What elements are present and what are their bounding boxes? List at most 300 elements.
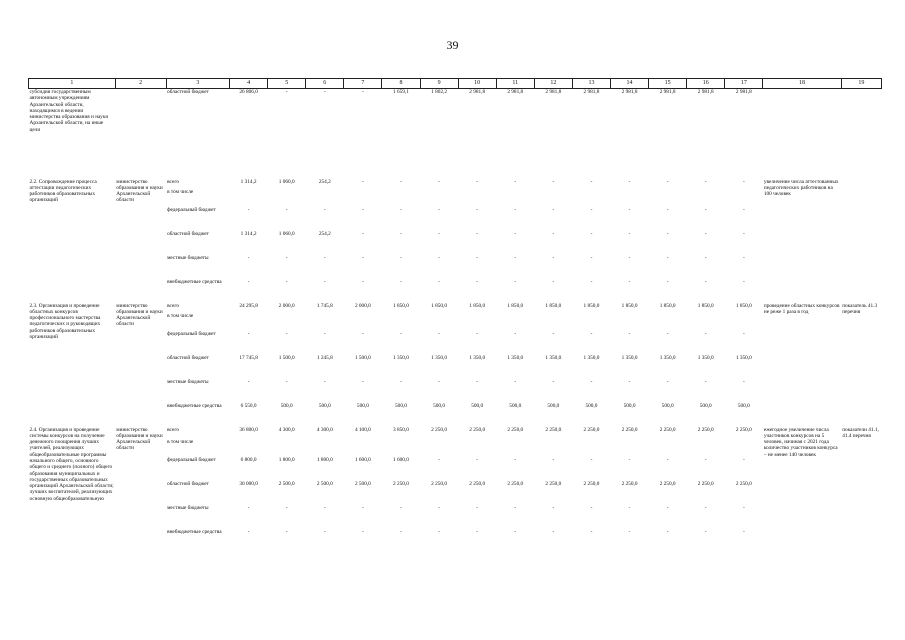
result-cell: ежегодное увеличение числа участников конкурсов на 5 человек, начиная с 2021 года количество участников конкурса – не менее 140 человек xyxy=(763,426,838,458)
value-cell: 1 350,0 xyxy=(507,354,524,361)
value-cell: - xyxy=(476,528,479,535)
value-cell: - xyxy=(400,278,402,285)
value-cell: 2 250,0 xyxy=(583,426,600,433)
value-cell: - xyxy=(476,378,479,385)
value-cell: - xyxy=(628,378,631,385)
value-cell xyxy=(458,439,496,457)
indicator-cell: показатели 41.1, 41.4 перечня xyxy=(842,426,879,439)
value-cell xyxy=(306,313,344,331)
value-cell: 6 800,0 xyxy=(240,456,257,463)
executor-cell xyxy=(115,89,166,179)
value-cell: - xyxy=(552,330,555,337)
value-cell: - xyxy=(704,178,707,185)
header-row xyxy=(29,79,882,89)
value-cell: - xyxy=(552,456,555,463)
header-cell: 16 xyxy=(687,79,725,89)
table-row xyxy=(29,179,882,189)
value-cell: 1 850,0 xyxy=(583,302,600,309)
value-cell: - xyxy=(704,504,707,511)
value-cell xyxy=(306,439,344,457)
value-cell: 1 350,0 xyxy=(545,354,562,361)
value-cell: - xyxy=(476,178,479,185)
value-cell: - xyxy=(514,254,517,261)
value-cell xyxy=(725,439,763,457)
executor-cell: министерство образования и науки Архангельской области xyxy=(116,302,163,328)
value-cell: - xyxy=(666,330,669,337)
value-cell xyxy=(534,313,572,331)
value-cell: 254,2 xyxy=(318,230,331,237)
value-cell: - xyxy=(590,504,593,511)
table-row xyxy=(29,303,882,313)
value-cell: - xyxy=(514,504,517,511)
value-cell xyxy=(382,439,420,457)
source-cell: областной бюджет xyxy=(167,354,209,361)
budget-table xyxy=(28,78,882,609)
result-cell xyxy=(763,89,841,179)
value-cell: - xyxy=(247,528,250,535)
value-cell: 500,0 xyxy=(547,402,560,409)
source-cell: всего xyxy=(167,302,180,309)
value-cell: 2 250,0 xyxy=(735,426,752,433)
value-cell: 1 350,0 xyxy=(583,354,600,361)
value-cell: - xyxy=(438,504,440,511)
value-cell: 2 981,8 xyxy=(583,89,600,95)
value-cell: - xyxy=(247,278,250,285)
value-cell: 2 250,0 xyxy=(735,480,752,487)
value-cell: - xyxy=(438,528,440,535)
value-cell: - xyxy=(590,254,593,261)
value-cell: - xyxy=(247,254,250,261)
value-cell: - xyxy=(438,178,440,185)
value-cell: - xyxy=(285,254,288,261)
value-cell: 24 295,8 xyxy=(239,302,258,309)
source-cell: областной бюджет xyxy=(167,230,209,237)
value-cell: - xyxy=(552,254,555,261)
value-cell: - xyxy=(438,456,440,463)
source-cell: областной бюджет xyxy=(167,89,209,95)
table-row xyxy=(29,89,882,179)
header-cell: 19 xyxy=(841,79,881,89)
value-cell xyxy=(268,313,306,331)
value-cell: - xyxy=(590,278,593,285)
value-cell: 500,0 xyxy=(433,402,446,409)
value-cell: 1 850,0 xyxy=(431,302,448,309)
value-cell: - xyxy=(704,206,707,213)
value-cell: - xyxy=(742,278,745,285)
value-cell xyxy=(420,439,458,457)
value-cell: - xyxy=(666,230,669,237)
value-cell: 2 250,0 xyxy=(659,426,676,433)
value-cell: - xyxy=(362,378,364,385)
value-cell: - xyxy=(514,330,517,337)
value-cell: 1 850,0 xyxy=(393,302,409,309)
value-cell: - xyxy=(742,378,745,385)
value-cell: - xyxy=(704,254,707,261)
value-cell: - xyxy=(666,378,669,385)
value-cell: - xyxy=(247,330,250,337)
indicator-cell xyxy=(841,179,881,303)
value-cell: 1 060,0 xyxy=(278,178,295,185)
value-cell: 1 350,0 xyxy=(431,354,448,361)
value-cell: 500,0 xyxy=(661,402,674,409)
header-cell: 2 xyxy=(115,79,166,89)
value-cell: - xyxy=(514,378,517,385)
value-cell: 2 250,0 xyxy=(507,426,524,433)
value-cell: 2 000,0 xyxy=(278,302,295,309)
header-cell: 4 xyxy=(230,79,268,89)
value-cell: - xyxy=(742,528,745,535)
value-cell: 2 250,0 xyxy=(545,480,562,487)
source-cell: местные бюджеты xyxy=(167,378,209,385)
value-cell: - xyxy=(704,330,707,337)
value-cell xyxy=(382,313,420,331)
header-cell: 17 xyxy=(725,79,763,89)
value-cell: - xyxy=(362,278,364,285)
value-cell: - xyxy=(666,528,669,535)
value-cell: - xyxy=(285,89,288,95)
value-cell: - xyxy=(628,230,631,237)
value-cell: - xyxy=(247,206,250,213)
value-cell: - xyxy=(285,330,288,337)
value-cell xyxy=(725,313,763,331)
value-cell xyxy=(687,189,725,207)
value-cell: 6 550,0 xyxy=(240,402,257,409)
event-name-cell: 2.2. Сопровождение процесса аттестации педагогических работников образовательных организаций xyxy=(29,178,97,204)
value-cell xyxy=(306,189,344,207)
value-cell: 2 250,0 xyxy=(697,480,714,487)
value-cell: - xyxy=(438,254,440,261)
value-cell: 2 981,8 xyxy=(659,89,676,95)
header-cell: 11 xyxy=(496,79,534,89)
source-cell: внебюджетные средства xyxy=(167,402,222,409)
budget-table-container xyxy=(28,78,882,609)
value-cell: - xyxy=(400,206,402,213)
value-cell: 1 060,0 xyxy=(278,230,295,237)
value-cell xyxy=(496,189,534,207)
value-cell xyxy=(611,439,649,457)
value-cell xyxy=(230,439,268,457)
value-cell: - xyxy=(628,504,631,511)
value-cell: - xyxy=(285,378,288,385)
value-cell: - xyxy=(514,178,517,185)
value-cell: - xyxy=(704,278,707,285)
indicator-cell xyxy=(841,89,881,179)
header-cell: 8 xyxy=(382,79,420,89)
value-cell: 1 850,0 xyxy=(507,302,524,309)
value-cell: 1 850,0 xyxy=(697,302,714,309)
source-cell: федеральный бюджет xyxy=(167,330,216,337)
header-cell: 18 xyxy=(763,79,841,89)
header-cell: 12 xyxy=(534,79,572,89)
value-cell: - xyxy=(628,456,631,463)
value-cell: 2 250,0 xyxy=(545,426,562,433)
value-cell: 1 350,0 xyxy=(393,354,409,361)
indicator-cell: показатель 41.3 перечня xyxy=(842,302,878,315)
header-cell: 3 xyxy=(166,79,229,89)
value-cell: - xyxy=(590,456,593,463)
value-cell: - xyxy=(400,528,402,535)
value-cell: - xyxy=(400,330,402,337)
value-cell: 2 250,0 xyxy=(431,480,448,487)
value-cell: - xyxy=(323,504,326,511)
value-cell: - xyxy=(323,528,326,535)
value-cell xyxy=(344,313,382,331)
value-cell: - xyxy=(438,206,440,213)
header-cell: 1 xyxy=(29,79,116,89)
value-cell: 2 981,8 xyxy=(545,89,562,95)
value-cell: 2 250,0 xyxy=(469,480,486,487)
value-cell: - xyxy=(362,178,364,185)
value-cell: - xyxy=(742,206,745,213)
value-cell: 1 350,0 xyxy=(469,354,486,361)
value-cell xyxy=(458,313,496,331)
value-cell: 1 850,0 xyxy=(469,302,486,309)
value-cell: - xyxy=(362,89,364,95)
value-cell: - xyxy=(362,230,364,237)
value-cell: - xyxy=(742,254,745,261)
table-row xyxy=(29,427,882,439)
value-cell xyxy=(230,189,268,207)
value-cell xyxy=(649,189,687,207)
value-cell: 1 350,0 xyxy=(735,354,752,361)
value-cell: 1 800,0 xyxy=(316,456,333,463)
value-cell xyxy=(572,439,610,457)
value-cell: - xyxy=(514,278,517,285)
value-cell: - xyxy=(628,254,631,261)
value-cell: - xyxy=(476,278,479,285)
value-cell: - xyxy=(552,378,555,385)
value-cell: - xyxy=(400,504,402,511)
value-cell: - xyxy=(285,278,288,285)
value-cell: 1 350,0 xyxy=(621,354,638,361)
value-cell: 17 745,8 xyxy=(239,354,258,361)
source-cell: в том числе xyxy=(167,438,194,445)
value-cell: - xyxy=(247,504,250,511)
value-cell: 1 245,8 xyxy=(316,354,333,361)
value-cell: - xyxy=(400,378,402,385)
value-cell: 500,0 xyxy=(509,402,522,409)
value-cell: 1 659,1 xyxy=(393,89,409,95)
header-cell: 9 xyxy=(420,79,458,89)
value-cell: - xyxy=(285,528,288,535)
value-cell: 1 314,2 xyxy=(240,230,257,237)
value-cell xyxy=(230,313,268,331)
value-cell: - xyxy=(285,504,288,511)
value-cell: - xyxy=(323,206,326,213)
value-cell: 2 981,8 xyxy=(621,89,638,95)
value-cell: 1 350,0 xyxy=(697,354,714,361)
value-cell: 1 314,2 xyxy=(240,178,257,185)
value-cell xyxy=(572,189,610,207)
value-cell: 2 500,0 xyxy=(316,480,333,487)
source-cell: федеральный бюджет xyxy=(167,206,216,213)
value-cell: 1 500,0 xyxy=(278,354,295,361)
value-cell: - xyxy=(362,504,364,511)
value-cell: - xyxy=(323,89,326,95)
header-cell: 7 xyxy=(344,79,382,89)
value-cell xyxy=(496,313,534,331)
value-cell xyxy=(344,439,382,457)
value-cell: - xyxy=(704,528,707,535)
value-cell: - xyxy=(590,378,593,385)
value-cell: - xyxy=(666,254,669,261)
value-cell: 2 981,8 xyxy=(735,89,752,95)
event-name-cell: 2.4. Организация и проведение системы конкурсов на получение денежного поощрения лучших учителей, реализующих общеобразовательные программы начального общего, основного общего и среднего (полного) общего образования муниципальных и государственных образовательных организаций Архангельской области; лучших воспитателей, реализующих основную общеобразовательную xyxy=(29,426,114,502)
value-cell xyxy=(725,189,763,207)
value-cell: - xyxy=(704,456,707,463)
source-cell: всего xyxy=(167,426,180,433)
value-cell: 2 250,0 xyxy=(507,480,524,487)
value-cell: - xyxy=(666,278,669,285)
value-cell: - xyxy=(590,206,593,213)
value-cell: 2 250,0 xyxy=(697,426,714,433)
value-cell: - xyxy=(362,206,364,213)
value-cell: - xyxy=(628,330,631,337)
value-cell: 2 250,0 xyxy=(469,426,486,433)
value-cell: 500,0 xyxy=(356,402,369,409)
value-cell: 500,0 xyxy=(699,402,712,409)
value-cell: 1 850,0 xyxy=(659,302,676,309)
value-cell xyxy=(268,439,306,457)
header-cell: 5 xyxy=(268,79,306,89)
value-cell: - xyxy=(742,504,745,511)
value-cell: - xyxy=(590,178,593,185)
value-cell: - xyxy=(400,230,402,237)
value-cell: 500,0 xyxy=(318,402,331,409)
value-cell: 4 100,0 xyxy=(354,426,371,433)
value-cell: - xyxy=(514,230,517,237)
value-cell xyxy=(534,439,572,457)
value-cell: - xyxy=(590,330,593,337)
value-cell: - xyxy=(438,330,440,337)
header-cell: 10 xyxy=(458,79,496,89)
value-cell: - xyxy=(742,230,745,237)
value-cell: - xyxy=(438,378,440,385)
value-cell xyxy=(382,189,420,207)
value-cell: 30 000,0 xyxy=(239,480,258,487)
value-cell: 1 600,0 xyxy=(393,456,409,463)
page-number: 39 xyxy=(446,38,459,52)
value-cell: 1 800,0 xyxy=(278,456,295,463)
value-cell: - xyxy=(628,528,631,535)
value-cell: 36 800,0 xyxy=(239,426,258,433)
value-cell: - xyxy=(514,528,517,535)
executor-cell: министерство образования и науки Архангельской области xyxy=(116,426,163,452)
value-cell: 2 000,0 xyxy=(354,302,371,309)
value-cell: 1 850,0 xyxy=(545,302,562,309)
value-cell: 4 300,0 xyxy=(278,426,295,433)
value-cell xyxy=(687,439,725,457)
value-cell: - xyxy=(323,330,326,337)
value-cell: 26 806,0 xyxy=(239,89,258,95)
value-cell: - xyxy=(323,254,326,261)
value-cell: - xyxy=(742,178,745,185)
value-cell: 1 745,8 xyxy=(316,302,333,309)
value-cell: - xyxy=(666,206,669,213)
value-cell: - xyxy=(628,206,631,213)
value-cell xyxy=(687,313,725,331)
value-cell: 1 600,0 xyxy=(354,456,371,463)
value-cell xyxy=(611,313,649,331)
value-cell: - xyxy=(476,206,479,213)
value-cell xyxy=(649,439,687,457)
value-cell: - xyxy=(362,330,364,337)
value-cell: 500,0 xyxy=(395,402,407,409)
value-cell: 2 981,8 xyxy=(507,89,524,95)
value-cell: - xyxy=(742,456,745,463)
event-name-cell: 2.3. Организация и проведение областных конкурсов профессионального мастерства педагогических и руководящих работников образовательных организаций xyxy=(29,302,101,340)
value-cell: 500,0 xyxy=(623,402,636,409)
value-cell: 2 500,0 xyxy=(354,480,371,487)
value-cell: - xyxy=(742,330,745,337)
value-cell: - xyxy=(323,278,326,285)
value-cell: - xyxy=(704,378,707,385)
value-cell: 1 802,2 xyxy=(431,89,448,95)
value-cell xyxy=(268,189,306,207)
value-cell: - xyxy=(514,456,517,463)
value-cell: - xyxy=(247,378,250,385)
value-cell: 4 300,0 xyxy=(316,426,333,433)
header-cell: 15 xyxy=(649,79,687,89)
value-cell: 500,0 xyxy=(471,402,484,409)
result-cell: проведение областных конкурсов не реже 1 раза в год xyxy=(763,302,840,315)
value-cell xyxy=(420,189,458,207)
value-cell: 1 500,0 xyxy=(354,354,371,361)
value-cell xyxy=(344,189,382,207)
header-cell: 6 xyxy=(306,79,344,89)
source-cell: внебюджетные средства xyxy=(167,278,222,285)
value-cell: - xyxy=(400,254,402,261)
value-cell: - xyxy=(323,378,326,385)
value-cell: - xyxy=(552,230,555,237)
value-cell: - xyxy=(704,230,707,237)
value-cell: 2 250,0 xyxy=(393,480,409,487)
value-cell: 1 850,0 xyxy=(735,302,752,309)
value-cell xyxy=(611,189,649,207)
result-cell: увеличение числа аттестованных педагогических работников на 100 человек xyxy=(763,178,839,198)
value-cell: - xyxy=(438,278,440,285)
table-header xyxy=(29,79,882,89)
value-cell xyxy=(496,439,534,457)
value-cell: - xyxy=(590,528,593,535)
value-cell: - xyxy=(552,178,555,185)
value-cell: 2 981,8 xyxy=(697,89,714,95)
value-cell: 2 250,0 xyxy=(621,426,638,433)
value-cell: 2 250,0 xyxy=(431,426,448,433)
value-cell: - xyxy=(552,278,555,285)
event-name-cell: субсидия государственным автономным учреждениям Архангельской области, находящимся в ведении министерства образования и науки Архангельской области, на иные цели xyxy=(29,89,109,133)
value-cell: - xyxy=(476,504,479,511)
value-cell: 2 500,0 xyxy=(278,480,295,487)
value-cell: 2 250,0 xyxy=(621,480,638,487)
header-cell: 13 xyxy=(572,79,610,89)
value-cell: - xyxy=(590,230,593,237)
executor-cell: министерство образования и науки Архангельской области xyxy=(116,178,163,204)
value-cell: 2 250,0 xyxy=(583,480,600,487)
value-cell: - xyxy=(666,178,669,185)
value-cell: - xyxy=(552,206,555,213)
value-cell: 2 981,8 xyxy=(469,89,486,95)
value-cell: 500,0 xyxy=(280,402,293,409)
value-cell: - xyxy=(628,278,631,285)
source-cell: областной бюджет xyxy=(167,480,209,487)
header-cell: 14 xyxy=(611,79,649,89)
source-cell: федеральный бюджет xyxy=(167,456,216,463)
value-cell: - xyxy=(476,230,479,237)
value-cell xyxy=(458,189,496,207)
value-cell: 500,0 xyxy=(737,402,750,409)
value-cell: 2 250,0 xyxy=(659,480,676,487)
